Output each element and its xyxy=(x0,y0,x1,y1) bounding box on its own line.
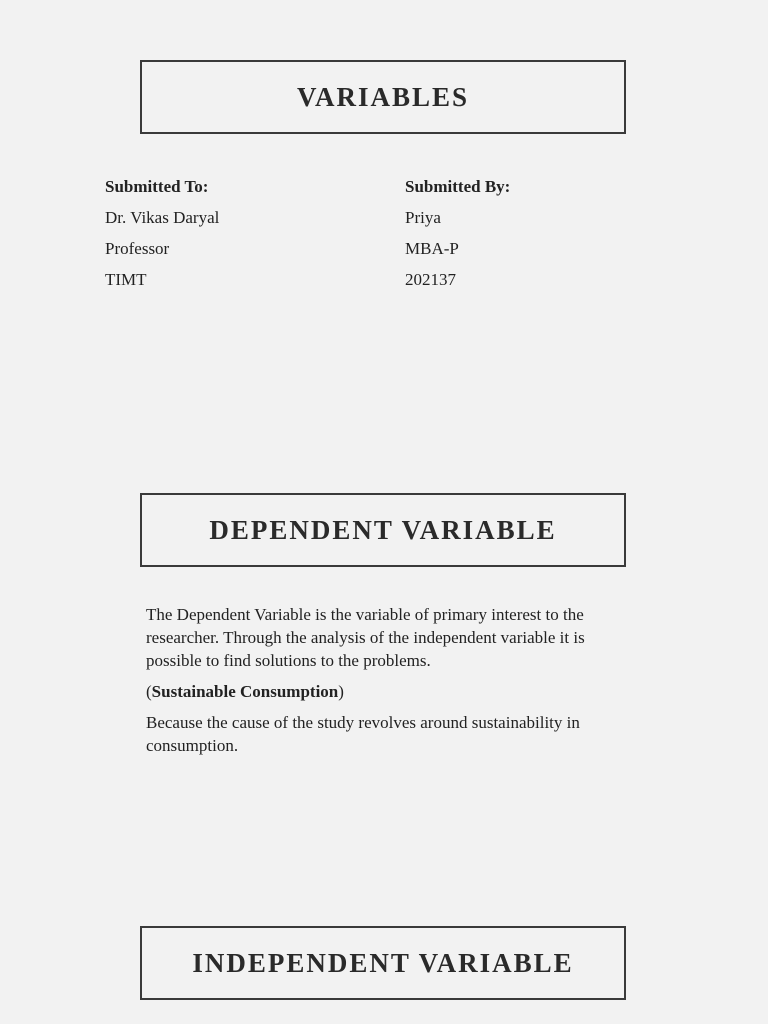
submitted-to-institute: TIMT xyxy=(105,270,147,289)
independent-variable-title-box xyxy=(140,926,626,1000)
open-paren: ( xyxy=(146,682,152,701)
definition-paragraph: The Dependent Variable is the variable of primary interest to the researcher. Through the analysis of the independent variable it is possible to find solutions to the problems. xyxy=(146,605,585,670)
submitted-to-block xyxy=(105,171,219,295)
dependent-variable-term: Sustainable Consumption xyxy=(151,682,339,701)
variables-title-box xyxy=(140,60,626,134)
submitted-by-heading: Submitted By: xyxy=(405,177,511,196)
submitted-by-name: Priya xyxy=(405,208,441,227)
submitted-to-name: Dr. Vikas Daryal xyxy=(105,208,220,227)
submitted-to-designation: Professor xyxy=(105,239,170,258)
submitted-to-heading: Submitted To: xyxy=(105,177,209,196)
reason-paragraph: Because the cause of the study revolves around sustainability in consumption. xyxy=(146,713,580,755)
dependent-variable-description xyxy=(146,603,626,765)
close-paren: ) xyxy=(338,682,344,701)
submitted-by-block xyxy=(405,171,510,295)
variables-title: VARIABLES xyxy=(296,81,470,112)
dependent-variable-name xyxy=(146,680,626,703)
dependent-variable-title: DEPENDENT VARIABLE xyxy=(209,514,557,545)
submitted-by-program: MBA-P xyxy=(405,239,459,258)
dependent-variable-title-box xyxy=(140,493,626,567)
submitted-by-roll-number: 202137 xyxy=(405,270,456,289)
independent-variable-title: INDEPENDENT VARIABLE xyxy=(192,947,574,978)
